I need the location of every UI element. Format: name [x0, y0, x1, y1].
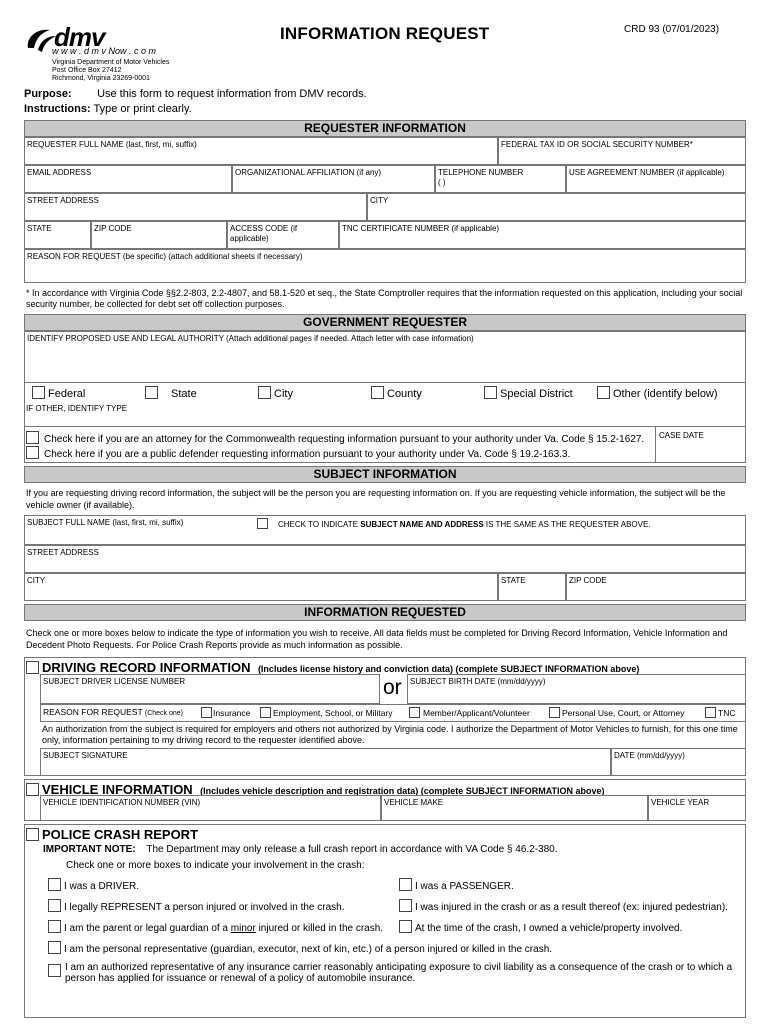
crash-insurance-option[interactable] — [48, 962, 742, 984]
reason-tnc[interactable] — [705, 707, 735, 718]
gov-type-label: City — [274, 388, 293, 400]
agency-name: Virginia Department of Motor Vehicles — [52, 59, 170, 66]
reason-label: Insurance — [213, 708, 251, 718]
subject-intro: If you are requesting driving record information, the subject will be the person you are requesting information on. If you are requesting vehicle information, the subject will be the vehicle owner (if available). — [26, 488, 726, 510]
subject-city-field[interactable]: CITY — [24, 573, 498, 601]
gov-attorney-check[interactable] — [26, 431, 644, 445]
requester-access-code-field[interactable]: ACCESS CODE (if applicable) — [227, 221, 339, 249]
gov-type-label: Federal — [48, 388, 86, 400]
crash-instruction: Check one or more boxes to indicate your involvement in the crash: — [66, 860, 365, 871]
gov-type-county[interactable] — [371, 386, 422, 400]
reason-label: Member/Applicant/Volunteer — [423, 708, 530, 718]
agency-po-box: Post Office Box 27412 — [52, 67, 122, 74]
crash-owner-option[interactable] — [399, 920, 682, 934]
reason-personal-use[interactable] — [549, 707, 684, 718]
government-section-header: GOVERNMENT REQUESTER — [24, 314, 746, 331]
reason-insurance[interactable] — [201, 707, 250, 718]
gov-defender-check[interactable] — [26, 446, 570, 460]
checkbox[interactable] — [26, 828, 39, 841]
checkbox[interactable] — [371, 386, 384, 399]
vehicle-info-title: VEHICLE INFORMATION — [42, 782, 193, 797]
page-title: INFORMATION REQUEST — [280, 24, 490, 43]
vehicle-year-field[interactable]: VEHICLE YEAR — [648, 795, 746, 821]
checkbox[interactable] — [549, 707, 560, 718]
dmv-logo — [24, 22, 204, 82]
instructions-label: Instructions: — [24, 103, 91, 115]
checkbox[interactable] — [26, 446, 39, 459]
vehicle-info-subtitle: (Includes vehicle description and registration data) (complete SUBJECT INFORMATION above) — [200, 786, 605, 796]
same-as-bold: SUBJECT NAME AND ADDRESS — [360, 520, 484, 529]
reason-label: TNC — [718, 708, 736, 718]
option-label: I am the parent or legal guardian of a — [64, 923, 231, 934]
subject-zip-field[interactable]: ZIP CODE — [566, 573, 746, 601]
checkbox[interactable] — [597, 386, 610, 399]
gov-type-state[interactable] — [145, 386, 197, 400]
option-label: I was a PASSENGER. — [415, 881, 514, 892]
subject-same-as-requester[interactable] — [257, 518, 651, 530]
checkbox[interactable] — [258, 386, 271, 399]
checkbox[interactable] — [399, 878, 412, 891]
gov-proposed-use-field[interactable]: IDENTIFY PROPOSED USE AND LEGAL AUTHORITY (Attach additional pages if needed. Attach letter with case information) — [24, 331, 746, 383]
or-separator: or — [383, 676, 402, 699]
checkbox[interactable] — [26, 431, 39, 444]
option-label-suffix: injured or killed in the crash. — [255, 923, 384, 934]
vehicle-make-field[interactable]: VEHICLE MAKE — [381, 795, 648, 821]
reason-employment[interactable] — [260, 707, 393, 718]
logo-text: dmv — [54, 22, 105, 52]
gov-type-other[interactable] — [597, 386, 718, 400]
info-requested-intro: Check one or more boxes below to indicate the type of information you wish to receive. All data fields must be completed for Driving Record Information, Vehicle Information and Decedent Photo Requests. For Police Crash Reports provide as much information as possible. — [26, 628, 728, 650]
subject-birth-date-field[interactable]: SUBJECT BIRTH DATE (mm/dd/yyyy) — [407, 674, 746, 704]
option-label: I legally REPRESENT a person injured or involved in the crash. — [64, 902, 345, 913]
logo-url: w w w . d m v Now . c o m — [52, 46, 157, 56]
gov-type-label: Other (identify below) — [613, 388, 718, 400]
subject-section-header: SUBJECT INFORMATION — [24, 466, 746, 483]
subject-name-row — [24, 515, 746, 545]
checkbox[interactable] — [145, 386, 158, 399]
gov-type-label: County — [387, 388, 422, 400]
requester-city-field[interactable]: CITY — [367, 193, 746, 221]
gov-type-label: Special District — [500, 388, 573, 400]
subject-dl-number-field[interactable]: SUBJECT DRIVER LICENSE NUMBER — [40, 674, 380, 704]
driving-reason-row — [40, 704, 746, 722]
checkbox[interactable] — [484, 386, 497, 399]
instructions-text: Type or print clearly. — [93, 103, 192, 115]
important-note-text: The Department may only release a full crash report in accordance with VA Code § 46.2-380. — [146, 844, 558, 855]
option-label: At the time of the crash, I owned a vehicle/property involved. — [415, 923, 683, 934]
purpose-line — [24, 88, 367, 100]
driving-reason-hint: (Check one) — [144, 710, 184, 717]
checkbox[interactable] — [48, 878, 61, 891]
requester-full-name-field[interactable]: REQUESTER FULL NAME (last, first, mi, suffix) — [24, 137, 498, 165]
checkbox[interactable] — [26, 783, 39, 796]
checkbox[interactable] — [48, 941, 61, 954]
checkbox[interactable] — [399, 920, 412, 933]
requester-phone-field[interactable] — [435, 165, 566, 193]
gov-type-federal[interactable] — [32, 386, 85, 400]
requester-tax-id-field[interactable]: FEDERAL TAX ID OR SOCIAL SECURITY NUMBER* — [498, 137, 746, 165]
requester-zip-field[interactable]: ZIP CODE — [91, 221, 227, 249]
option-label: I was a DRIVER. — [64, 881, 140, 892]
crash-report-check[interactable] — [26, 826, 198, 844]
driving-authorization-text: An authorization from the subject is required for employers and others not authorized by Virginia code. I authorize the Department of Motor Vehicles to furnish, for this one time only, information pertaining to my driving record to the requester identified above. — [42, 724, 738, 745]
vin-field[interactable]: VEHICLE IDENTIFICATION NUMBER (VIN) — [40, 795, 381, 821]
checkbox[interactable] — [48, 920, 61, 933]
gov-attorney-text: Check here if you are an attorney for the Commonwealth requesting information pursuant to your authority under Va. Code § 15.2-1627. — [44, 434, 645, 445]
requester-phone-parens: ( ) — [438, 178, 446, 187]
subject-state-field[interactable]: STATE — [498, 573, 566, 601]
checkbox[interactable] — [48, 964, 61, 977]
gov-type-label: State — [171, 388, 197, 400]
same-as-prefix: CHECK TO INDICATE — [278, 520, 361, 529]
checkbox[interactable] — [257, 518, 268, 529]
comptroller-footnote: * In accordance with Virginia Code §§2.2-803, 2.2-4807, and 58.1-520 et seq., the State Comptroller requires that the information requested on this application, including your social security number, be collected for debt set off collection purposes. — [26, 288, 743, 309]
reason-label: Employment, School, or Military — [273, 708, 393, 718]
crash-passenger-option[interactable] — [399, 878, 514, 892]
crash-driver-option[interactable] — [48, 878, 139, 892]
option-label: I am the personal representative (guardian, executor, next of kin, etc.) of a person injured or killed in the crash. — [64, 944, 553, 955]
gov-other-type-field[interactable]: IF OTHER, IDENTIFY TYPE — [26, 404, 128, 413]
driving-record-subtitle: (Includes license history and conviction data) (complete SUBJECT INFORMATION above) — [257, 664, 640, 674]
gov-type-city[interactable] — [258, 386, 293, 400]
info-requested-section-header: INFORMATION REQUESTED — [24, 604, 746, 621]
checkbox[interactable] — [32, 386, 45, 399]
subject-signature-field[interactable]: SUBJECT SIGNATURE — [40, 748, 611, 776]
form-id: CRD 93 (07/01/2023) — [624, 24, 720, 35]
requester-phone-label: TELEPHONE NUMBER — [438, 168, 524, 177]
requester-tnc-field[interactable]: TNC CERTIFICATE NUMBER (if applicable) — [339, 221, 746, 249]
agency-city: Richmond, Virginia 23269-0001 — [52, 75, 150, 82]
minor-underlined: minor — [230, 923, 256, 934]
checkbox[interactable] — [705, 707, 716, 718]
crash-report-title: POLICE CRASH REPORT — [42, 827, 199, 842]
option-label: I am an authorized representative of any insurance carrier reasonably anticipating exposure to civil liability as a consequence of the crash or to which a person has applied for issuance or renewal of a policy of automobile insurance. — [65, 962, 733, 984]
crash-represent-option[interactable] — [48, 899, 345, 913]
reason-member[interactable] — [409, 707, 530, 718]
crash-parent-option[interactable] — [48, 920, 383, 934]
checkbox[interactable] — [48, 899, 61, 912]
subject-full-name-field[interactable]: SUBJECT FULL NAME (last, first, mi, suffix) — [27, 518, 184, 527]
requester-org-field[interactable]: ORGANIZATIONAL AFFILIATION (if any) — [232, 165, 435, 193]
same-as-suffix: IS THE SAME AS THE REQUESTER ABOVE. — [483, 520, 651, 529]
signature-date-field[interactable]: DATE (mm/dd/yyyy) — [611, 748, 746, 776]
crash-injured-option[interactable] — [399, 899, 728, 913]
requester-street-field[interactable]: STREET ADDRESS — [24, 193, 367, 221]
driving-record-title: DRIVING RECORD INFORMATION — [42, 660, 251, 675]
option-label: I was injured in the crash or as a result thereof (ex: injured pedestrian). — [415, 902, 728, 913]
purpose-label: Purpose: — [24, 88, 72, 100]
checkbox[interactable] — [260, 707, 271, 718]
checkbox[interactable] — [201, 707, 212, 718]
checkbox[interactable] — [399, 899, 412, 912]
instructions-line — [24, 103, 192, 115]
checkbox[interactable] — [26, 661, 39, 674]
driving-reason-label: REASON FOR REQUEST — [43, 707, 143, 717]
subject-street-field[interactable]: STREET ADDRESS — [24, 545, 746, 573]
reason-label: Personal Use, Court, or Attorney — [562, 708, 685, 718]
crash-important-note — [43, 844, 558, 855]
checkbox[interactable] — [409, 707, 420, 718]
important-note-label: IMPORTANT NOTE: — [43, 844, 136, 855]
requester-state-field[interactable]: STATE — [24, 221, 91, 249]
requester-use-agreement-field[interactable]: USE AGREEMENT NUMBER (if applicable) — [566, 165, 746, 193]
requester-section-header: REQUESTER INFORMATION — [24, 120, 746, 137]
purpose-text: Use this form to request information from DMV records. — [97, 88, 367, 100]
crash-personal-rep-option[interactable] — [48, 941, 552, 955]
gov-type-special-district[interactable] — [484, 386, 573, 400]
gov-case-date-field[interactable]: CASE DATE — [655, 427, 746, 463]
requester-email-field[interactable]: EMAIL ADDRESS — [24, 165, 232, 193]
requester-reason-field[interactable]: REASON FOR REQUEST (be specific) (attach additional sheets if necessary) — [24, 249, 746, 283]
gov-defender-text: Check here if you are a public defender requesting information pursuant to your authority under Va. Code § 19.2-163.3. — [44, 449, 571, 460]
